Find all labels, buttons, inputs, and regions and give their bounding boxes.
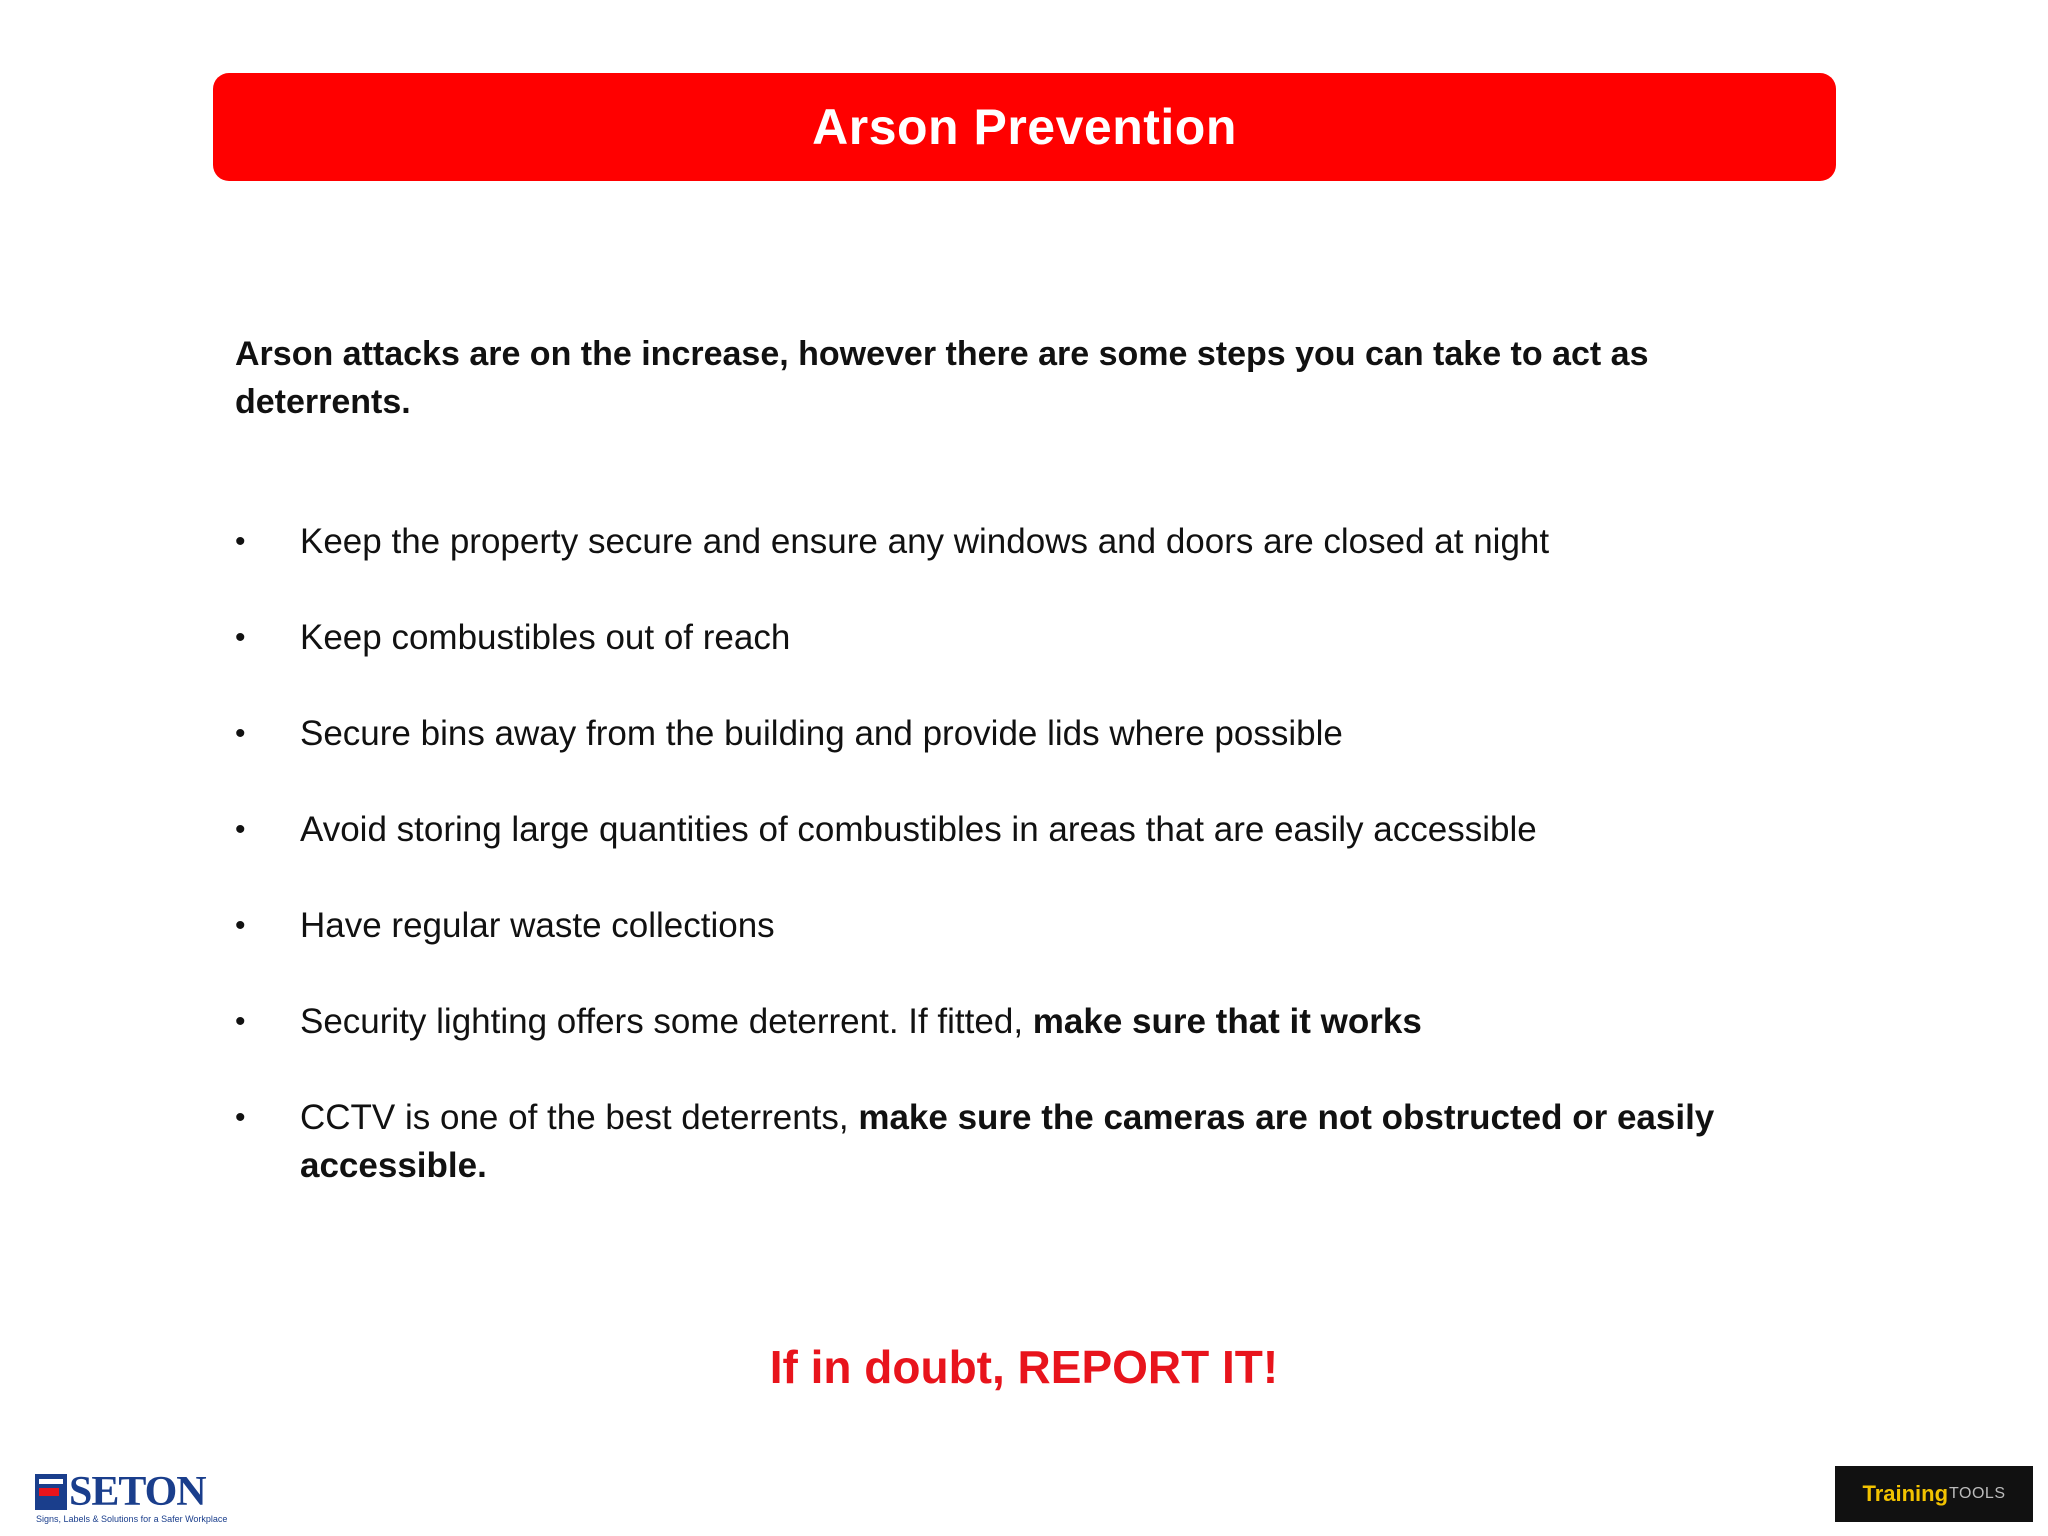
bullet-icon: • bbox=[235, 717, 246, 750]
bullet-icon: • bbox=[235, 813, 246, 846]
seton-logo bbox=[35, 1470, 245, 1530]
list-item bbox=[235, 614, 1795, 662]
bullet-text: Keep combustibles out of reach bbox=[300, 618, 791, 657]
bullet-icon: • bbox=[235, 1101, 246, 1134]
bullet-icon: • bbox=[235, 621, 246, 654]
list-item bbox=[235, 518, 1795, 566]
page-title: Arson Prevention bbox=[812, 99, 1237, 155]
bullet-text: Keep the property secure and ensure any windows and doors are closed at night bbox=[300, 522, 1550, 561]
seton-wordmark bbox=[35, 1470, 206, 1514]
bullet-text: CCTV is one of the best deterrents, bbox=[300, 1098, 859, 1137]
bullet-text: Have regular waste collections bbox=[300, 906, 775, 945]
title-banner bbox=[213, 73, 1836, 181]
training-tools-logo bbox=[1835, 1466, 2033, 1522]
list-item bbox=[235, 998, 1795, 1046]
training-logo-light: TOOLS bbox=[1949, 1485, 2006, 1502]
list-item bbox=[235, 1094, 1795, 1190]
seton-tagline: Signs, Labels & Solutions for a Safer Workplace bbox=[36, 1514, 228, 1524]
list-item bbox=[235, 806, 1795, 854]
bullet-text: Avoid storing large quantities of combustibles in areas that are easily accessible bbox=[300, 810, 1537, 849]
bullet-icon: • bbox=[235, 525, 246, 558]
list-item bbox=[235, 902, 1795, 950]
seton-s-icon bbox=[35, 1474, 67, 1510]
bullet-text: Secure bins away from the building and provide lids where possible bbox=[300, 714, 1343, 753]
seton-logo-text: SETON bbox=[69, 1469, 206, 1515]
list-item bbox=[235, 710, 1795, 758]
bullet-icon: • bbox=[235, 909, 246, 942]
bullet-text: Security lighting offers some deterrent. If fitted, bbox=[300, 1002, 1033, 1041]
bullet-emphasis: make sure the cameras are not obstructed or easily accessible. bbox=[300, 1098, 1715, 1185]
intro-text: Arson attacks are on the increase, however there are some steps you can take to act as deterrents. bbox=[235, 335, 1649, 421]
bullet-emphasis: make sure that it works bbox=[1032, 1002, 1422, 1041]
bullet-list bbox=[235, 518, 1795, 1238]
report-callout: If in doubt, REPORT IT! bbox=[769, 1341, 1279, 1393]
training-logo-bold: Training bbox=[1862, 1481, 1949, 1506]
bullet-icon: • bbox=[235, 1005, 246, 1038]
